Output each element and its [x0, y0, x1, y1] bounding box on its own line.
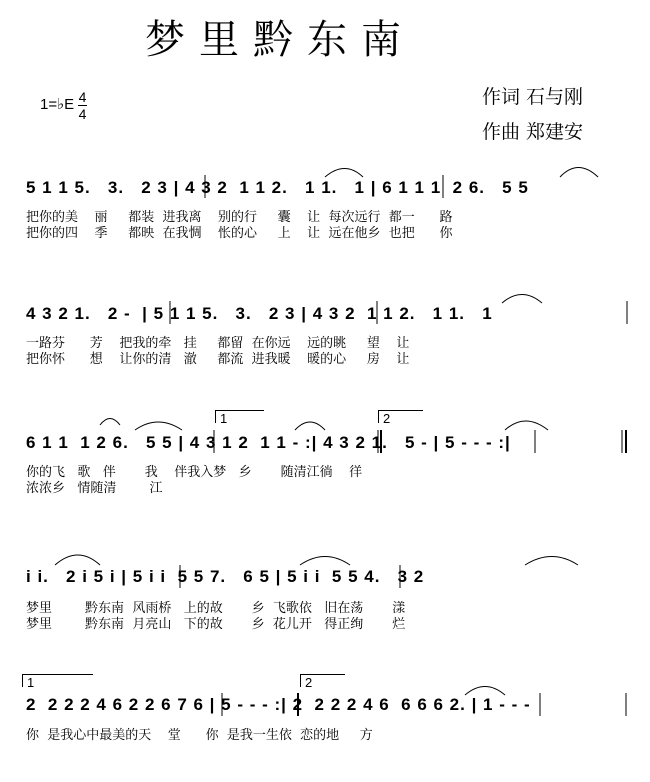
- slur-mark: [560, 168, 598, 178]
- slur-mark: [55, 555, 100, 565]
- slur-mark: [505, 421, 548, 430]
- volta-bracket-4: 2: [300, 674, 345, 687]
- system-2-notes: 4 3 2 1. 2 - | 5 1 1 5. 3. 2 3 | 4 3 2 1 1 2. 1 1. 1: [26, 304, 493, 323]
- system-3-notes: 6 1 1 1 2 6. 5 5 | 4 3 1 2 1 1 - :| 4 3 2 1. 5 - | 5 - - - :|: [26, 433, 511, 452]
- system-3-lyric-1: 你的飞 歌 伴 我 伴我入梦 乡 随清江徜 徉: [26, 465, 363, 480]
- slur-mark: [525, 557, 578, 566]
- key-signature: 1=♭E: [40, 96, 75, 113]
- system-3-lyric-2: 浓浓乡 情随清 江: [26, 481, 163, 496]
- song-title: 梦里黔东南: [145, 17, 415, 63]
- time-signature-top: 4: [78, 89, 87, 105]
- system-1-notes: 5 1 1 5. 3. 2 3 | 4 3 2 1 1 2. 1 1. 1 | 6 1 1 1 2 6. 5 5: [26, 178, 529, 197]
- system-2-lyric-2: 把你怀 想 让你的清 澈 都流 进我暖 暖的心 房 让: [26, 352, 410, 367]
- slur-mark: [465, 687, 505, 696]
- system-4-lyric-1: 梦里 黔东南 风雨桥 上的故 乡 飞歌依 旧在荡 漾: [26, 601, 406, 616]
- system-1-lyric-2: 把你的四 季 都映 在我惆 怅的心 上 让 远在他乡 也把 你: [26, 226, 453, 241]
- system-1-lyric-1: 把你的美 丽 都装 进我离 别的行 囊 让 每次远行 都一 路: [26, 210, 453, 225]
- system-4-notes: i i. 2 i 5 i | 5 i i 5 5 7. 6 5 | 5 i i 5 5 4. 3 2: [26, 567, 425, 586]
- time-signature-bottom: 4: [78, 106, 87, 122]
- system-5-notes: 2 2 2 2 4 6 2 2 6 7 6 | 5 - - - :| 2 2 2 2 4 6 6 6 6 2. | 1 - - -: [26, 695, 531, 714]
- volta-bracket-2: 2: [378, 410, 423, 423]
- volta-bracket-3: 1: [22, 674, 93, 687]
- system-5-lyric-1: 你 是我心中最美的天 堂 你 是我一生依 恋的地 方: [26, 728, 373, 743]
- slur-mark: [100, 419, 120, 426]
- slur-mark: [300, 557, 350, 566]
- slur-mark: [135, 422, 182, 430]
- system-4-lyric-2: 梦里 黔东南 月亮山 下的故 乡 花儿开 得正绚 烂: [26, 617, 406, 632]
- lyricist-credit: 作词 石与刚: [482, 86, 584, 108]
- slur-mark: [295, 422, 325, 430]
- composer-credit: 作曲 郑建安: [482, 121, 584, 143]
- system-2-lyric-1: 一路芬 芳 把我的牵 挂 都留 在你远 远的眺 望 让: [26, 336, 410, 351]
- slur-mark: [325, 169, 363, 178]
- volta-bracket-1: 1: [215, 410, 264, 423]
- slur-mark: [502, 295, 542, 304]
